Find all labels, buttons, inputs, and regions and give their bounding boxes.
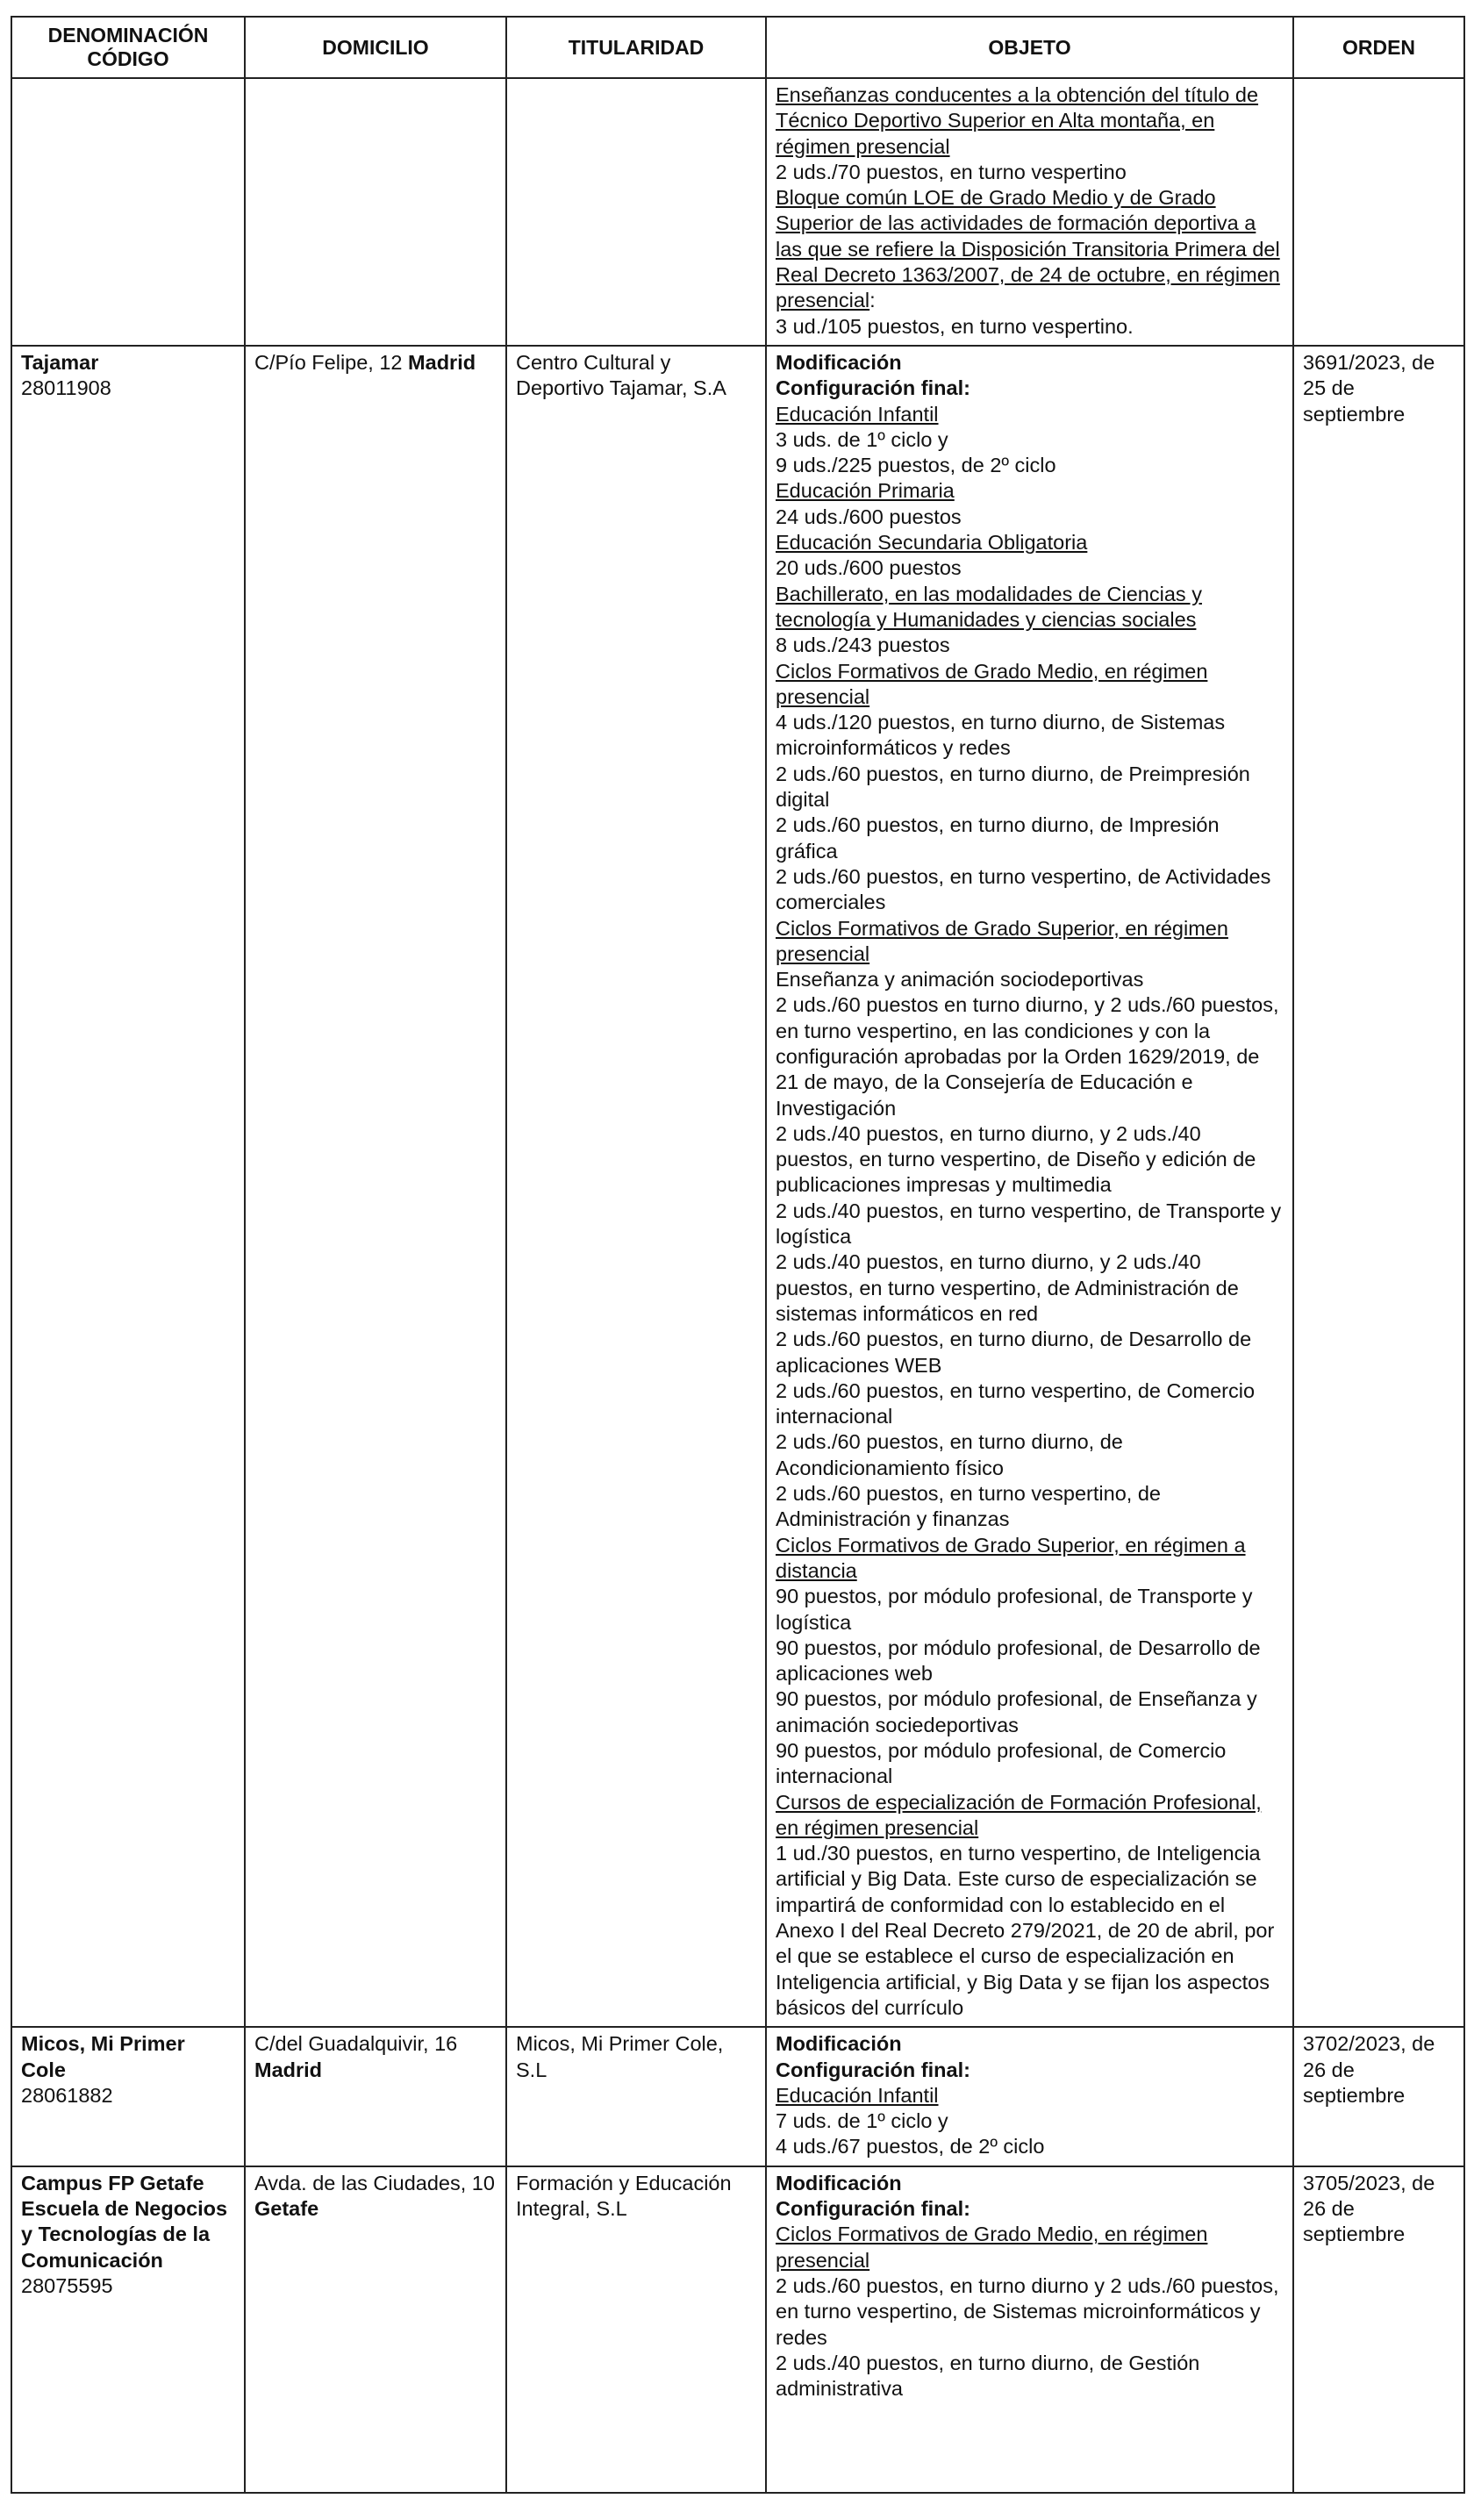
- table-header-row: [11, 17, 1464, 78]
- objeto-line: 90 puestos, por módulo profesional, de Transporte y logística: [776, 1585, 1253, 1634]
- objeto-section-heading: Educación Infantil: [776, 402, 939, 426]
- objeto-line: [776, 185, 1284, 313]
- objeto-line: Enseñanza y animación sociodeportivas: [776, 968, 1144, 992]
- address-street: C/Pío Felipe, 12: [254, 350, 403, 374]
- objeto-bold-label: Modificación: [776, 2032, 902, 2056]
- continuation-objeto: [766, 78, 1293, 346]
- objeto-line: 2 uds./60 puestos en turno diurno, y 2 uds./60 puestos, en turno vespertino, en las condiciones y con la configuración aprobadas por la Orden 1629/2019, de 21 de mayo, de la Consejería de Educación e Investigación: [776, 993, 1279, 1120]
- center-name: Tajamar: [21, 350, 99, 374]
- objeto-line: 7 uds. de 1º ciclo y: [776, 2109, 948, 2133]
- objeto-section-heading: Educación Secundaria Obligatoria: [776, 531, 1088, 555]
- cell-domicilio: [245, 346, 506, 2027]
- objeto-line: 2 uds./60 puestos, en turno diurno, de Preimpresión digital: [776, 762, 1250, 812]
- cell-objeto: [766, 2027, 1293, 2166]
- objeto-section-heading: Cursos de especialización de Formación Profesional, en régimen presencial: [776, 1790, 1262, 1839]
- objeto-line: 20 uds./600 puestos: [776, 556, 962, 580]
- objeto-bold-label: Modificación: [776, 350, 902, 374]
- objeto-line: Enseñanzas conducentes a la obtención del título de Técnico Deportivo Superior en Alta montaña, en régimen presencial: [776, 83, 1259, 158]
- header-objeto: OBJETO: [766, 17, 1293, 78]
- objeto-section-heading: Bachillerato, en las modalidades de Ciencias y tecnología y Humanidades y ciencias sociales: [776, 582, 1202, 631]
- header-denominacion-codigo: [11, 17, 245, 78]
- header-titularidad: TITULARIDAD: [506, 17, 766, 78]
- objeto-line: 2 uds./70 puestos, en turno vespertino: [776, 160, 1127, 183]
- cell-orden: 3691/2023, de 25 de septiembre: [1293, 346, 1464, 2027]
- objeto-line: 4 uds./120 puestos, en turno diurno, de Sistemas microinformáticos y redes: [776, 711, 1226, 760]
- cell-domicilio: [245, 2166, 506, 2493]
- objeto-list: [776, 2171, 1284, 2402]
- header-orden: ORDEN: [1293, 17, 1464, 78]
- objeto-bold-label: Modificación: [776, 2171, 902, 2194]
- address-city: Madrid: [408, 350, 476, 374]
- objeto-section-heading: Educación Primaria: [776, 479, 955, 503]
- cell-titularidad: Centro Cultural y Deportivo Tajamar, S.A: [506, 346, 766, 2027]
- objeto-line: 2 uds./60 puestos, en turno diurno, de Desarrollo de aplicaciones WEB: [776, 1328, 1252, 1377]
- objeto-line: 90 puestos, por módulo profesional, de Comercio internacional: [776, 1739, 1227, 1788]
- center-name: Campus FP Getafe Escuela de Negocios y Tecnologías de la Comunicación: [21, 2171, 228, 2272]
- centers-table: [11, 16, 1465, 2494]
- center-code: 28011908: [21, 376, 111, 400]
- objeto-line: 90 puestos, por módulo profesional, de Desarrollo de aplicaciones web: [776, 1636, 1261, 1686]
- cell-titularidad: Micos, Mi Primer Cole, S.L: [506, 2027, 766, 2166]
- objeto-list: [776, 2031, 1284, 2159]
- objeto-line: 2 uds./60 puestos, en turno diurno, de Acondicionamiento físico: [776, 1430, 1123, 1479]
- objeto-bold-label: Configuración final:: [776, 376, 970, 400]
- objeto-line: 24 uds./600 puestos: [776, 505, 962, 528]
- cell-denominacion: [11, 346, 245, 2027]
- objeto-bold-label: Configuración final:: [776, 2197, 970, 2221]
- header-codigo: CÓDIGO: [87, 47, 169, 70]
- table-row-campus-fp-getafe: [11, 2166, 1464, 2493]
- header-denominacion: DENOMINACIÓN: [47, 24, 209, 47]
- continuation-titularidad: [506, 78, 766, 346]
- objeto-colon: :: [869, 289, 876, 312]
- objeto-line: 3 uds. de 1º ciclo y: [776, 427, 948, 451]
- objeto-line: 2 uds./40 puestos, en turno vespertino, de Transporte y logística: [776, 1199, 1282, 1249]
- objeto-section-heading: Ciclos Formativos de Grado Medio, en régimen presencial: [776, 2223, 1208, 2272]
- objeto-line: 2 uds./60 puestos, en turno diurno, de Impresión gráfica: [776, 813, 1220, 863]
- continuation-domicilio: [245, 78, 506, 346]
- objeto-section-heading: Ciclos Formativos de Grado Medio, en régimen presencial: [776, 659, 1208, 708]
- cell-orden: 3705/2023, de 26 de septiembre: [1293, 2166, 1464, 2493]
- objeto-bold-label: Configuración final:: [776, 2058, 970, 2081]
- continuation-orden: [1293, 78, 1464, 346]
- header-domicilio: DOMICILIO: [245, 17, 506, 78]
- objeto-line: 2 uds./60 puestos, en turno vespertino, de Administración y finanzas: [776, 1482, 1161, 1531]
- cell-objeto: [766, 2166, 1293, 2493]
- cell-denominacion: [11, 2027, 245, 2166]
- document-page: [11, 16, 1463, 2494]
- objeto-section-heading: Ciclos Formativos de Grado Superior, en régimen presencial: [776, 916, 1228, 965]
- objeto-line: 90 puestos, por módulo profesional, de Enseñanza y animación sociedeportivas: [776, 1687, 1257, 1736]
- objeto-line: 4 uds./67 puestos, de 2º ciclo: [776, 2135, 1045, 2158]
- objeto-list: [776, 350, 1284, 2021]
- address-city: Getafe: [254, 2197, 319, 2221]
- cell-objeto: [766, 346, 1293, 2027]
- objeto-line: 2 uds./60 puestos, en turno vespertino, de Comercio internacional: [776, 1378, 1256, 1428]
- center-code: 28061882: [21, 2083, 113, 2107]
- objeto-line: 1 ud./30 puestos, en turno vespertino, de Inteligencia artificial y Big Data. Este curso de especialización se impartirá de conformidad con lo establecido en el Anexo I del Real Decreto 279/2021, de 20 de abril, por el que se establece el curso de especialización en Inteligencia artificial, y Big Data y se fijan los aspectos básicos del currículo: [776, 1842, 1275, 2019]
- objeto-section-heading: Ciclos Formativos de Grado Superior, en régimen a distancia: [776, 1533, 1246, 1582]
- center-name: Micos, Mi Primer Cole: [21, 2032, 185, 2081]
- table-row-tajamar: [11, 346, 1464, 2027]
- center-code: 28075595: [21, 2273, 113, 2297]
- address-street: C/del Guadalquivir, 16: [254, 2032, 458, 2056]
- objeto-line: 2 uds./40 puestos, en turno diurno, y 2 uds./40 puestos, en turno vespertino, de Administración de sistemas informáticos en red: [776, 1250, 1239, 1325]
- continuation-denominacion: [11, 78, 245, 346]
- continuation-row: [11, 78, 1464, 346]
- objeto-line: 3 ud./105 puestos, en turno vespertino.: [776, 314, 1134, 338]
- objeto-line: 2 uds./60 puestos, en turno diurno y 2 uds./60 puestos, en turno vespertino, de Sistemas microinformáticos y redes: [776, 2273, 1279, 2349]
- objeto-line: 9 uds./225 puestos, de 2º ciclo: [776, 454, 1056, 477]
- table-row-micos: [11, 2027, 1464, 2166]
- cell-denominacion: [11, 2166, 245, 2493]
- objeto-underlined-text: Bloque común LOE de Grado Medio y de Grado Superior de las actividades de formación deportiva a las que se refiere la Disposición Transitoria Primera del Real Decreto 1363/2007, de 24 de octubre, en régimen presencial: [776, 186, 1280, 312]
- objeto-line: 2 uds./40 puestos, en turno diurno, de Gestión administrativa: [776, 2351, 1200, 2401]
- cell-titularidad: Formación y Educación Integral, S.L: [506, 2166, 766, 2493]
- cell-orden: 3702/2023, de 26 de septiembre: [1293, 2027, 1464, 2166]
- objeto-line: 2 uds./40 puestos, en turno diurno, y 2 uds./40 puestos, en turno vespertino, de Diseño y edición de publicaciones impresas y multimedia: [776, 1121, 1256, 1197]
- cell-domicilio: [245, 2027, 506, 2166]
- address-street: Avda. de las Ciudades, 10: [254, 2171, 495, 2194]
- address-city: Madrid: [254, 2058, 323, 2081]
- objeto-line: 8 uds./243 puestos: [776, 634, 950, 657]
- objeto-section-heading: Educación Infantil: [776, 2083, 939, 2107]
- objeto-line: 2 uds./60 puestos, en turno vespertino, de Actividades comerciales: [776, 864, 1271, 914]
